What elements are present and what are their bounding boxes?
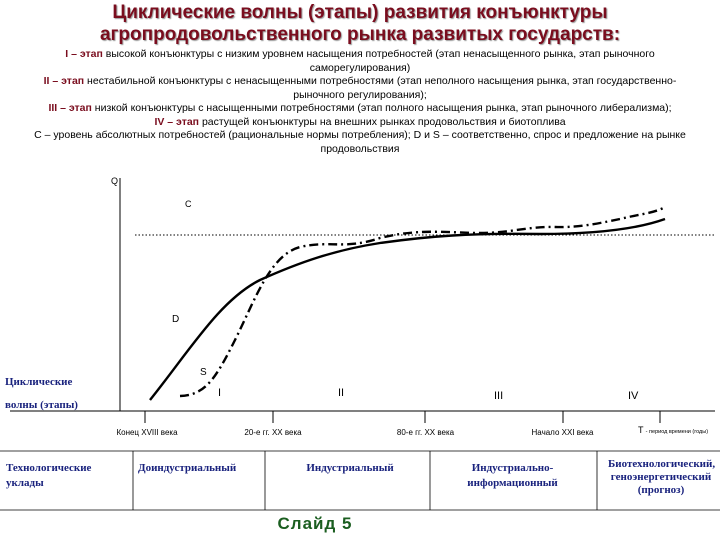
- legend-notation: С – уровень абсолютных потребностей (рациональные нормы потребления); D и S – соответственно, спрос и предложение на рынке продовольствия: [34, 129, 686, 155]
- tech-biotech: Биотехнологический, геноэнергетический (прогноз): [608, 458, 716, 496]
- d-label: D: [172, 314, 180, 325]
- legend-stage-4: IV – этап растущей конъюнктуры на внешних рынках продовольствия и биотоплива: [154, 115, 566, 128]
- tech-industrial: Индустриальный: [306, 462, 394, 474]
- time-mark-2: 20-е гг. XX века: [244, 428, 302, 437]
- stage-label-2: II: [338, 387, 345, 399]
- y-axis-label: Q: [111, 176, 119, 186]
- title-line-2: агропродовольственного рынка развитых государств:: [99, 24, 621, 45]
- legend-stage-3: III – этап низкой конъюнктуры с насыщенными потребностями (этап полного насыщения рынка, этап рыночного либерализма);: [48, 102, 672, 114]
- tech-preindustrial: Доиндустриальный: [138, 462, 237, 474]
- legend-stage-1: I – этап высокой конъюнктуры с низким уровнем насыщения потребностей (этап ненасыщенного рынка, этап рыночного саморегулирования): [65, 48, 655, 74]
- legend-stage-2: II – этап нестабильной конъюнктуры с ненасыщенными потребностями (этап неполного насыщения рынка, этап государственно-рыночного регулирования);: [43, 75, 677, 101]
- s-label: S: [200, 367, 207, 378]
- time-mark-4: Начало XXI века: [531, 428, 594, 437]
- title-line-1: Циклические волны (этапы) развития конъюнктуры: [112, 2, 608, 23]
- demand-curve-d: [150, 219, 665, 400]
- stage-label-3: III: [494, 390, 504, 402]
- tech-industrial-informational: Индустриально-информационный: [467, 462, 558, 489]
- time-mark-3: 80-е гг. XX века: [396, 428, 455, 437]
- tech-structures-label: Технологические уклады: [6, 462, 92, 489]
- stage-label-1: I: [218, 387, 222, 399]
- c-label: C: [185, 199, 192, 209]
- waves-label: Циклические волны (этапы): [5, 376, 78, 411]
- stage-label-4: IV: [628, 390, 639, 402]
- slide-number: Слайд 5: [277, 514, 353, 533]
- time-mark-1: Конец XVIII века: [116, 428, 178, 437]
- time-axis-label: T - период времени (годы): [637, 425, 709, 435]
